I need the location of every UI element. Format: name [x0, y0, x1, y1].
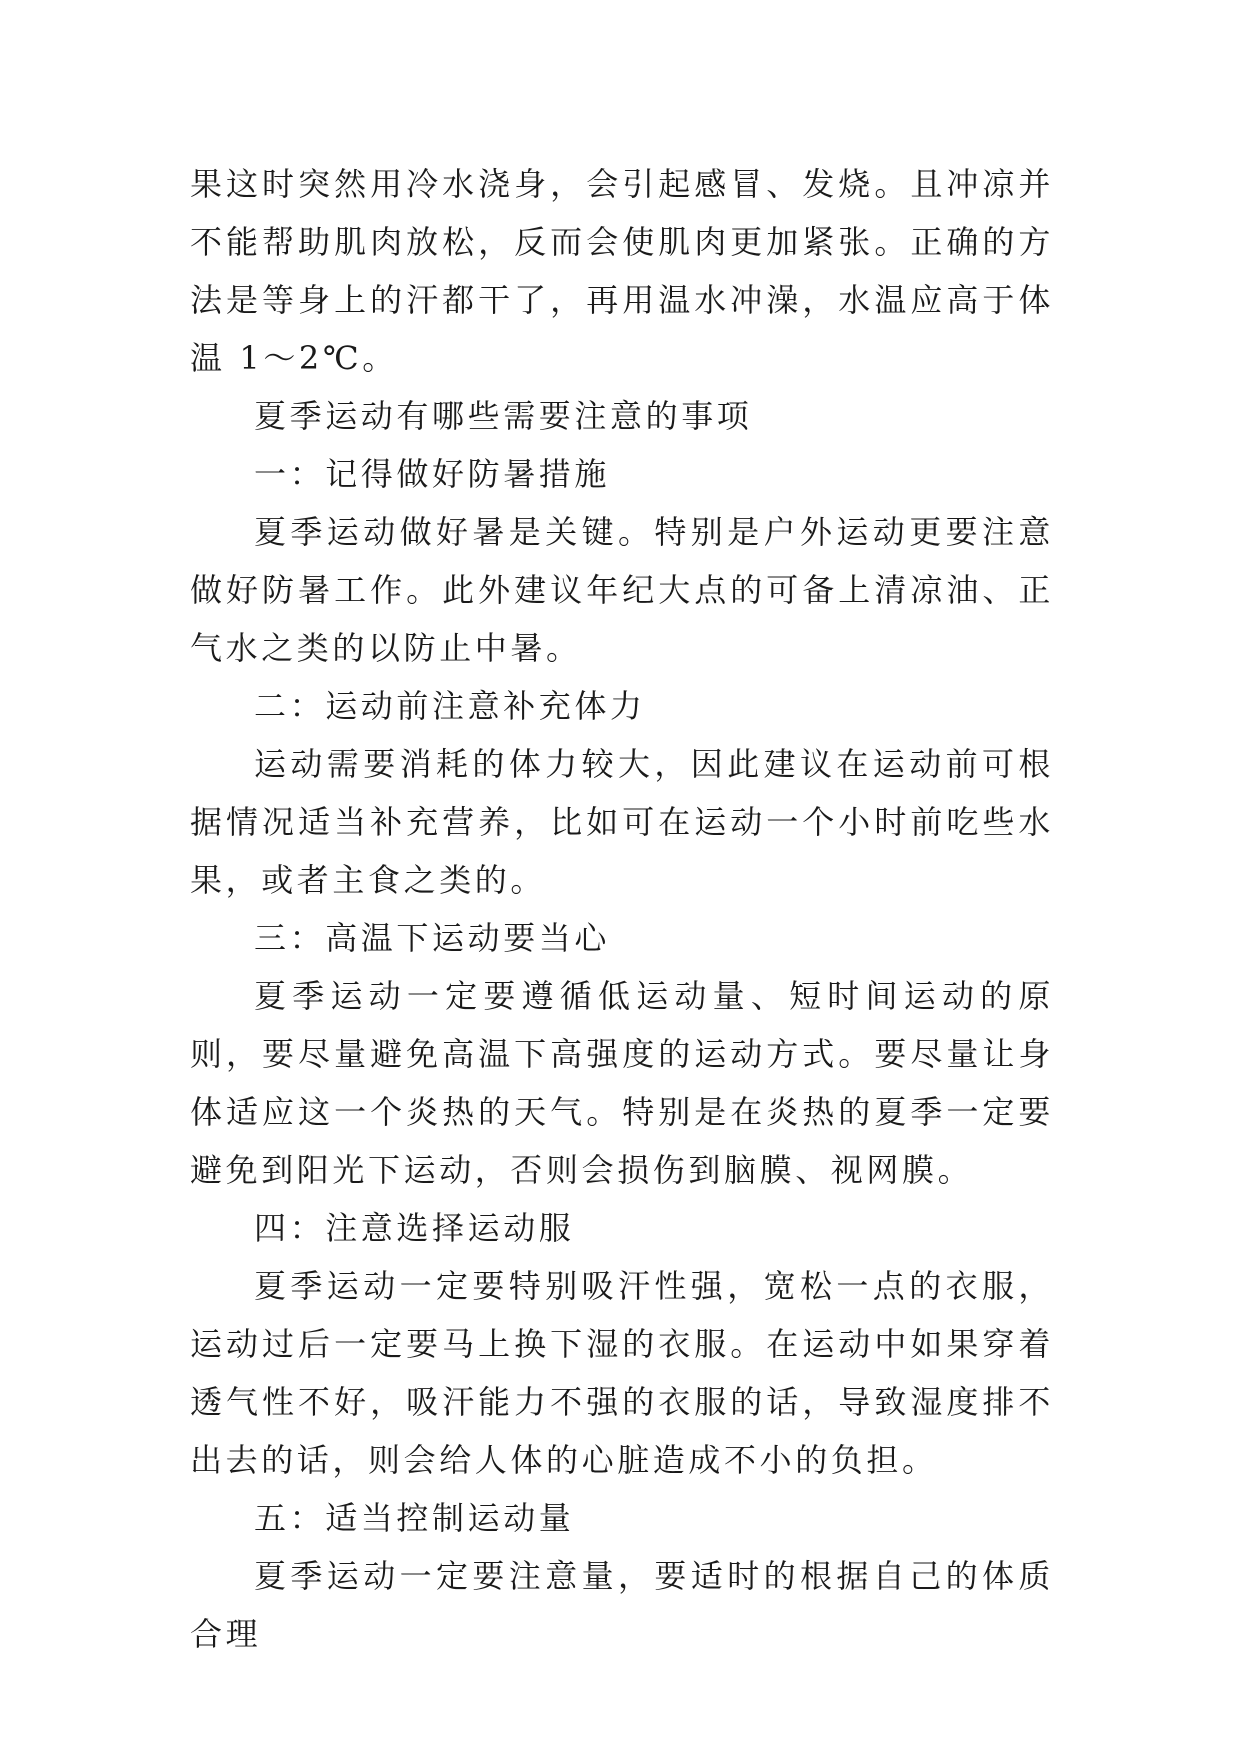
- heading-summer-exercise-notes: 夏季运动有哪些需要注意的事项: [254, 397, 753, 435]
- heading-item-2: 二：运动前注意补充体力: [254, 687, 646, 725]
- heading-item-4: 四：注意选择运动服: [254, 1209, 575, 1247]
- paragraph-item-5: 夏季运动一定要注意量，要适时的根据自己的体质合理: [190, 1557, 1054, 1653]
- paragraph-item-1: 夏季运动做好暑是关键。特别是户外运动更要注意做好防暑工作。此外建议年纪大点的可备上清凉油、正气水之类的以防止中暑。: [190, 513, 1054, 667]
- heading-item-5: 五：适当控制运动量: [254, 1499, 575, 1537]
- heading-item-3: 三：高温下运动要当心: [254, 919, 611, 957]
- document-body: [190, 155, 1054, 1663]
- heading-item-1: 一：记得做好防暑措施: [254, 455, 611, 493]
- paragraph-1: 果这时突然用冷水浇身，会引起感冒、发烧。且冲凉并不能帮助肌肉放松，反而会使肌肉更加紧张。正确的方法是等身上的汗都干了，再用温水冲澡，水温应高于体温 1～2℃。: [190, 165, 1054, 377]
- paragraph-item-3: 夏季运动一定要遵循低运动量、短时间运动的原则，要尽量避免高温下高强度的运动方式。要尽量让身体适应这一个炎热的天气。特别是在炎热的夏季一定要避免到阳光下运动，否则会损伤到脑膜、视网膜。: [190, 977, 1054, 1189]
- paragraph-item-4: 夏季运动一定要特别吸汗性强，宽松一点的衣服，运动过后一定要马上换下湿的衣服。在运动中如果穿着透气性不好，吸汗能力不强的衣服的话，导致湿度排不出去的话，则会给人体的心脏造成不小的负担。: [190, 1267, 1054, 1479]
- paragraph-item-2: 运动需要消耗的体力较大，因此建议在运动前可根据情况适当补充营养，比如可在运动一个小时前吃些水果，或者主食之类的。: [190, 745, 1054, 899]
